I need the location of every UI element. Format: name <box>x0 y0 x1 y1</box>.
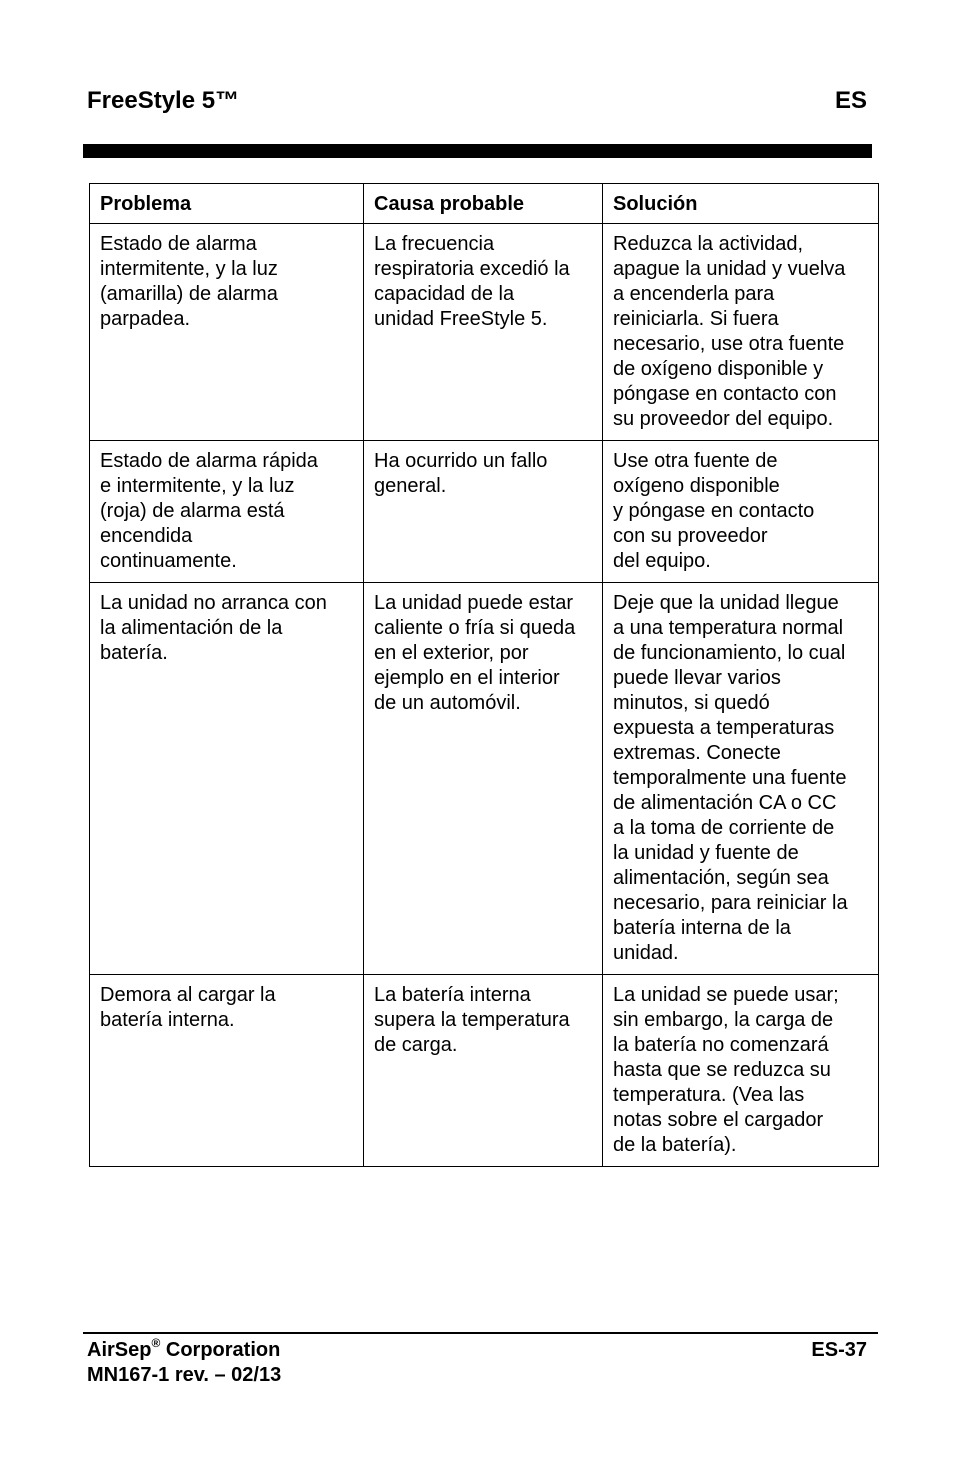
table-row <box>90 224 879 441</box>
cell-text-line: batería interna. <box>100 1009 235 1031</box>
cell-text-line: expuesta a temperaturas <box>613 717 835 739</box>
cell-text-line: La unidad no arranca con <box>100 592 327 614</box>
cell-text-line: (roja) de alarma está <box>100 500 285 522</box>
cell-text-line: ejemplo en el interior <box>374 667 560 689</box>
cell-text-line: (amarilla) de alarma <box>100 283 278 305</box>
cell-text-line: La unidad se puede usar; <box>613 984 839 1006</box>
table-row <box>90 975 879 1167</box>
cell-text-line: la batería no comenzará <box>613 1034 829 1056</box>
solution-cell <box>603 975 879 1167</box>
cell-text-line: Deje que la unidad llegue <box>613 592 839 614</box>
cell-text-line: parpadea. <box>100 308 191 330</box>
cell-text-line: a encenderla para <box>613 283 775 305</box>
table-header-row <box>90 184 879 224</box>
problem-cell <box>90 224 364 441</box>
cell-text-line: necesario, use otra fuente <box>613 333 845 355</box>
solution-cell <box>603 441 879 583</box>
troubleshooting-table <box>89 183 879 1167</box>
registered-mark: ® <box>151 1336 161 1350</box>
table-row <box>90 583 879 975</box>
company-suffix: Corporation <box>160 1339 281 1361</box>
cell-text-line: caliente o fría si queda <box>374 617 576 639</box>
cell-text-line: Reduzca la actividad, <box>613 233 804 255</box>
cell-text-line: La unidad puede estar <box>374 592 574 614</box>
cell-text-line: la unidad y fuente de <box>613 842 799 864</box>
table-body <box>90 224 879 1167</box>
cell-text-line: minutos, si quedó <box>613 692 770 714</box>
company-name <box>87 1338 281 1363</box>
header-probable-cause: Causa probable <box>364 184 603 224</box>
header-solution: Solución <box>603 184 879 224</box>
cell-text-line: unidad FreeStyle 5. <box>374 308 548 330</box>
cell-text-line: general. <box>374 475 447 497</box>
header-divider <box>83 144 872 158</box>
cell-text-line: y póngase en contacto <box>613 500 815 522</box>
cell-text-line: con su proveedor <box>613 525 768 547</box>
cell-text-line: e intermitente, y la luz <box>100 475 295 497</box>
document-reference: MN167-1 rev. – 02/13 <box>87 1364 282 1386</box>
cell-text-line: supera la temperatura <box>374 1009 570 1031</box>
cell-text-line: Demora al cargar la <box>100 984 276 1006</box>
language-code: ES <box>834 87 867 114</box>
cell-text-line: a una temperatura normal <box>613 617 844 639</box>
solution-cell <box>603 583 879 975</box>
problem-cell <box>90 583 364 975</box>
cell-text-line: Estado de alarma rápida <box>100 450 318 472</box>
cause-cell <box>364 975 603 1167</box>
cell-text-line: intermitente, y la luz <box>100 258 278 280</box>
cell-text-line: de oxígeno disponible y <box>613 358 824 380</box>
cell-text-line: Ha ocurrido un fallo <box>374 450 548 472</box>
cell-text-line: de funcionamiento, lo cual <box>613 642 846 664</box>
cause-cell <box>364 583 603 975</box>
cell-text-line: la alimentación de la <box>100 617 283 639</box>
problem-cell <box>90 441 364 583</box>
cell-text-line: póngase en contacto con <box>613 383 837 405</box>
cell-text-line: respiratoria excedió la <box>374 258 570 280</box>
cell-text-line: hasta que se reduzca su <box>613 1059 831 1081</box>
cell-text-line: en el exterior, por <box>374 642 529 664</box>
cell-text-line: reiniciarla. Si fuera <box>613 308 779 330</box>
cell-text-line: alimentación, según sea <box>613 867 829 889</box>
cell-text-line: batería. <box>100 642 168 664</box>
solution-cell <box>603 224 879 441</box>
cell-text-line: de la batería). <box>613 1134 737 1156</box>
cell-text-line: a la toma de corriente de <box>613 817 835 839</box>
cause-cell <box>364 441 603 583</box>
problem-cell <box>90 975 364 1167</box>
cell-text-line: apague la unidad y vuelva <box>613 258 846 280</box>
cell-text-line: sin embargo, la carga de <box>613 1009 834 1031</box>
cell-text-line: extremas. Conecte <box>613 742 781 764</box>
cell-text-line: temporalmente una fuente <box>613 767 847 789</box>
cell-text-line: La batería interna <box>374 984 531 1006</box>
cell-text-line: encendida <box>100 525 193 547</box>
cause-cell <box>364 224 603 441</box>
header-problem: Problema <box>90 184 364 224</box>
page-number: ES-37 <box>811 1339 867 1361</box>
table-row <box>90 441 879 583</box>
cell-text-line: del equipo. <box>613 550 711 572</box>
cell-text-line: unidad. <box>613 942 679 964</box>
cell-text-line: puede llevar varios <box>613 667 781 689</box>
cell-text-line: batería interna de la <box>613 917 791 939</box>
cell-text-line: de carga. <box>374 1034 458 1056</box>
cell-text-line: notas sobre el cargador <box>613 1109 824 1131</box>
cell-text-line: oxígeno disponible <box>613 475 780 497</box>
cell-text-line: necesario, para reiniciar la <box>613 892 848 914</box>
cell-text-line: capacidad de la <box>374 283 515 305</box>
cell-text-line: continuamente. <box>100 550 237 572</box>
cell-text-line: temperatura. (Vea las <box>613 1084 805 1106</box>
cell-text-line: de un automóvil. <box>374 692 521 714</box>
cell-text-line: Estado de alarma <box>100 233 257 255</box>
footer-divider <box>83 1332 878 1334</box>
cell-text-line: La frecuencia <box>374 233 495 255</box>
document-title: FreeStyle 5™ <box>87 87 240 114</box>
footer-info <box>87 1338 281 1388</box>
cell-text-line: Use otra fuente de <box>613 450 778 472</box>
cell-text-line: de alimentación CA o CC <box>613 792 837 814</box>
company-brand: AirSep <box>87 1339 152 1361</box>
cell-text-line: su proveedor del equipo. <box>613 408 834 430</box>
